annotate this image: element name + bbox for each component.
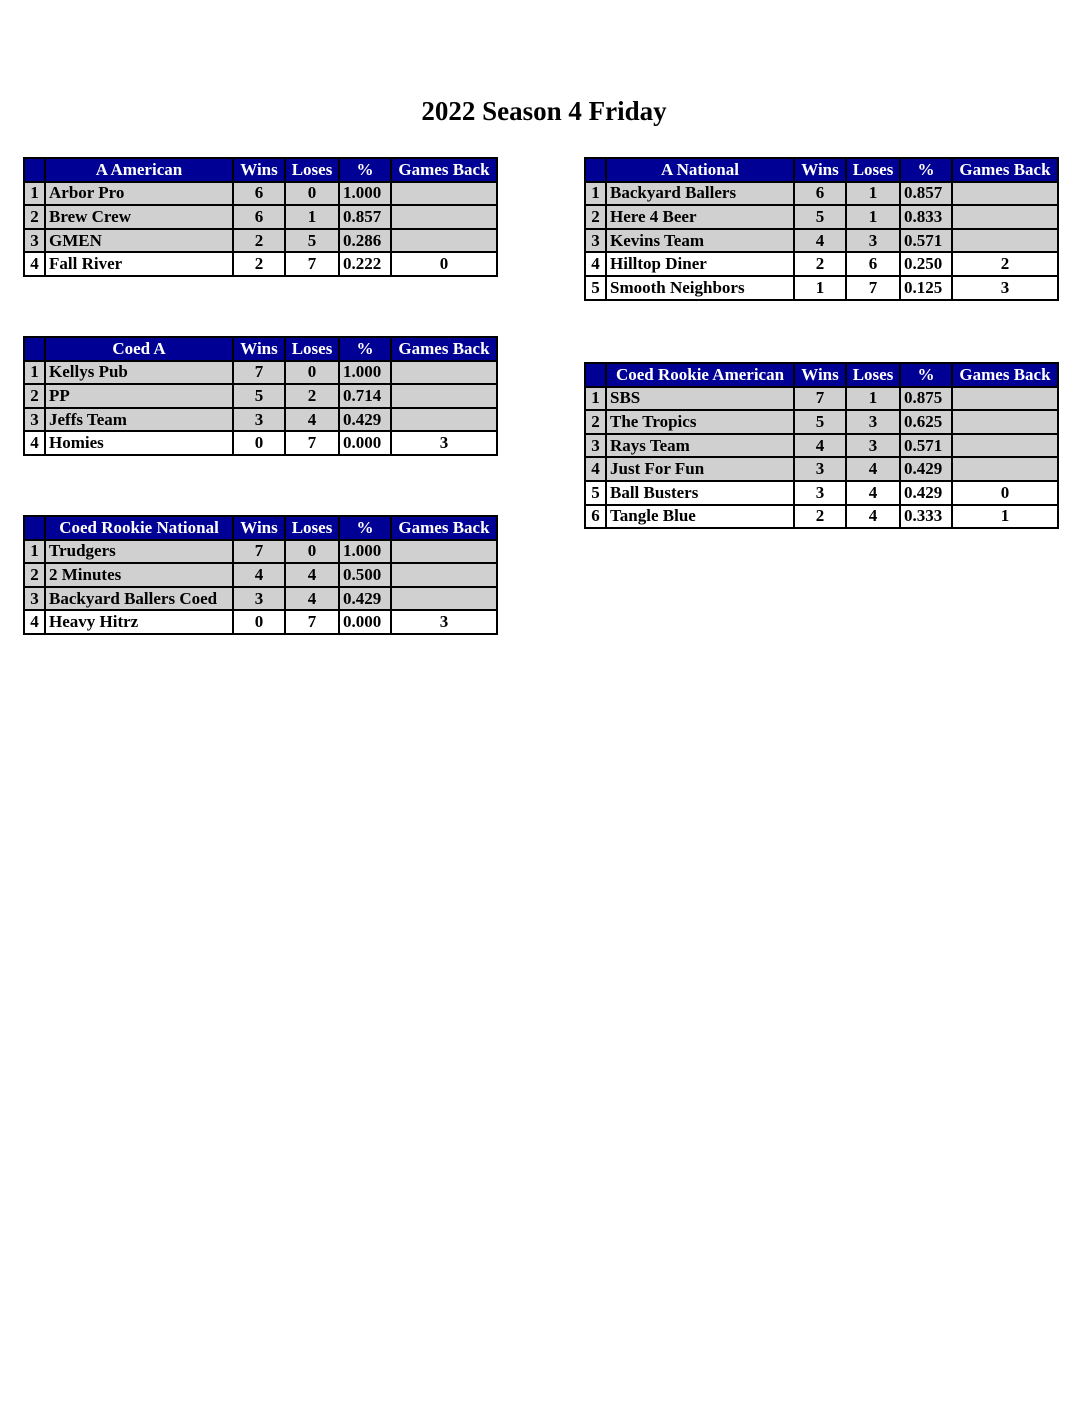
rank-cell: 3 (24, 408, 45, 432)
games-back-cell (391, 205, 497, 229)
wins-cell: 6 (794, 182, 846, 206)
table-header (24, 158, 497, 182)
team-cell: Kevins Team (606, 229, 794, 253)
table-row (585, 252, 1058, 276)
games-back-cell (391, 408, 497, 432)
wins-header: Wins (794, 158, 846, 182)
pct-cell: 0.333 (900, 505, 952, 529)
loses-cell: 2 (285, 384, 339, 408)
loses-cell: 4 (846, 457, 900, 481)
rank-cell: 2 (585, 205, 606, 229)
rank-cell: 2 (24, 563, 45, 587)
rank-header (24, 158, 45, 182)
pct-cell: 0.500 (339, 563, 391, 587)
pct-cell: 0.429 (339, 587, 391, 611)
team-cell: The Tropics (606, 410, 794, 434)
table-row (24, 229, 497, 253)
wins-cell: 7 (233, 361, 285, 385)
table-row (24, 540, 497, 564)
table-row (585, 410, 1058, 434)
table-row (24, 431, 497, 455)
team-cell: Rays Team (606, 434, 794, 458)
games-back-header: Games Back (952, 363, 1058, 387)
table-row (585, 387, 1058, 411)
team-cell: Backyard Ballers Coed (45, 587, 233, 611)
wins-cell: 7 (233, 540, 285, 564)
table-row (24, 182, 497, 206)
games-back-cell: 3 (391, 610, 497, 634)
games-back-cell: 0 (391, 252, 497, 276)
rank-cell: 4 (24, 252, 45, 276)
pct-cell: 0.857 (339, 205, 391, 229)
loses-cell: 7 (285, 431, 339, 455)
page-title: 2022 Season 4 Friday (421, 96, 667, 126)
team-cell: 2 Minutes (45, 563, 233, 587)
games-back-cell: 1 (952, 505, 1058, 529)
team-cell: SBS (606, 387, 794, 411)
loses-header: Loses (285, 516, 339, 540)
pct-cell: 0.571 (900, 434, 952, 458)
rank-cell: 5 (585, 276, 606, 300)
pct-cell: 0.857 (900, 182, 952, 206)
loses-cell: 4 (285, 408, 339, 432)
rank-cell: 2 (24, 384, 45, 408)
loses-cell: 0 (285, 361, 339, 385)
games-back-cell (391, 229, 497, 253)
rank-cell: 2 (585, 410, 606, 434)
table-row (585, 505, 1058, 529)
wins-cell: 5 (794, 205, 846, 229)
rank-cell: 2 (24, 205, 45, 229)
pct-header: % (900, 158, 952, 182)
table-row (24, 610, 497, 634)
table-row (24, 587, 497, 611)
rank-cell: 1 (585, 182, 606, 206)
pct-header: % (339, 158, 391, 182)
wins-cell: 6 (233, 205, 285, 229)
wins-cell: 0 (233, 431, 285, 455)
rank-cell: 1 (585, 387, 606, 411)
team-cell: Heavy Hitrz (45, 610, 233, 634)
games-back-header: Games Back (391, 158, 497, 182)
pct-cell: 0.125 (900, 276, 952, 300)
rank-cell: 1 (24, 540, 45, 564)
pct-cell: 1.000 (339, 361, 391, 385)
loses-cell: 1 (846, 205, 900, 229)
table-row (585, 229, 1058, 253)
pct-cell: 0.250 (900, 252, 952, 276)
games-back-cell (952, 410, 1058, 434)
team-cell: Jeffs Team (45, 408, 233, 432)
table-header (585, 158, 1058, 182)
table-header (24, 337, 497, 361)
table-row (585, 481, 1058, 505)
pct-header: % (339, 516, 391, 540)
games-back-cell (952, 434, 1058, 458)
table-row (585, 434, 1058, 458)
rank-cell: 4 (24, 610, 45, 634)
loses-cell: 1 (846, 182, 900, 206)
table-row (24, 252, 497, 276)
rank-cell: 3 (24, 229, 45, 253)
loses-cell: 0 (285, 540, 339, 564)
pct-cell: 0.875 (900, 387, 952, 411)
rank-cell: 3 (585, 229, 606, 253)
wins-cell: 1 (794, 276, 846, 300)
table-row (24, 361, 497, 385)
loses-cell: 3 (846, 410, 900, 434)
pct-cell: 0.429 (900, 457, 952, 481)
pct-cell: 1.000 (339, 540, 391, 564)
games-back-cell (952, 182, 1058, 206)
pct-cell: 0.571 (900, 229, 952, 253)
team-cell: Backyard Ballers (606, 182, 794, 206)
games-back-cell (952, 457, 1058, 481)
standings-table-coed-a (23, 336, 498, 456)
games-back-cell (391, 540, 497, 564)
games-back-cell (391, 361, 497, 385)
table-row (585, 457, 1058, 481)
games-back-cell: 0 (952, 481, 1058, 505)
team-cell: Homies (45, 431, 233, 455)
wins-cell: 5 (794, 410, 846, 434)
team-cell: Fall River (45, 252, 233, 276)
rank-cell: 1 (24, 361, 45, 385)
division-name: A National (606, 158, 794, 182)
table-row (585, 205, 1058, 229)
rank-header (585, 363, 606, 387)
wins-cell: 2 (794, 505, 846, 529)
loses-cell: 4 (285, 563, 339, 587)
table-header (24, 516, 497, 540)
games-back-header: Games Back (952, 158, 1058, 182)
wins-cell: 2 (794, 252, 846, 276)
table-row (24, 384, 497, 408)
wins-cell: 5 (233, 384, 285, 408)
games-back-cell (391, 587, 497, 611)
standings-table-a-national (584, 157, 1059, 301)
pct-cell: 0.833 (900, 205, 952, 229)
wins-header: Wins (233, 158, 285, 182)
table-row (585, 276, 1058, 300)
wins-cell: 3 (233, 408, 285, 432)
pct-cell: 1.000 (339, 182, 391, 206)
loses-cell: 4 (846, 505, 900, 529)
team-cell: Kellys Pub (45, 361, 233, 385)
rank-cell: 3 (24, 587, 45, 611)
rank-cell: 1 (24, 182, 45, 206)
wins-cell: 2 (233, 252, 285, 276)
wins-cell: 2 (233, 229, 285, 253)
games-back-cell (391, 182, 497, 206)
pct-cell: 0.000 (339, 431, 391, 455)
rank-cell: 4 (585, 457, 606, 481)
loses-cell: 4 (846, 481, 900, 505)
games-back-header: Games Back (391, 337, 497, 361)
wins-cell: 3 (794, 481, 846, 505)
games-back-cell (391, 563, 497, 587)
wins-header: Wins (233, 516, 285, 540)
standings-table-a-american (23, 157, 498, 277)
loses-cell: 3 (846, 229, 900, 253)
loses-cell: 5 (285, 229, 339, 253)
loses-cell: 6 (846, 252, 900, 276)
loses-cell: 4 (285, 587, 339, 611)
wins-cell: 4 (233, 563, 285, 587)
table-row (24, 408, 497, 432)
wins-cell: 0 (233, 610, 285, 634)
pct-header: % (900, 363, 952, 387)
team-cell: Arbor Pro (45, 182, 233, 206)
games-back-header: Games Back (391, 516, 497, 540)
division-name: Coed A (45, 337, 233, 361)
team-cell: Tangle Blue (606, 505, 794, 529)
loses-cell: 3 (846, 434, 900, 458)
team-cell: Just For Fun (606, 457, 794, 481)
team-cell: Smooth Neighbors (606, 276, 794, 300)
games-back-cell: 3 (952, 276, 1058, 300)
wins-cell: 7 (794, 387, 846, 411)
loses-header: Loses (285, 337, 339, 361)
games-back-cell: 3 (391, 431, 497, 455)
rank-cell: 4 (585, 252, 606, 276)
loses-header: Loses (846, 363, 900, 387)
table-row (585, 182, 1058, 206)
standings-table-coed-rookie-national (23, 515, 498, 635)
division-name: Coed Rookie National (45, 516, 233, 540)
division-name: Coed Rookie American (606, 363, 794, 387)
loses-cell: 0 (285, 182, 339, 206)
team-cell: Here 4 Beer (606, 205, 794, 229)
pct-cell: 0.429 (900, 481, 952, 505)
pct-cell: 0.625 (900, 410, 952, 434)
wins-cell: 6 (233, 182, 285, 206)
rank-cell: 6 (585, 505, 606, 529)
team-cell: GMEN (45, 229, 233, 253)
loses-cell: 1 (285, 205, 339, 229)
pct-cell: 0.286 (339, 229, 391, 253)
games-back-cell (952, 387, 1058, 411)
wins-cell: 3 (233, 587, 285, 611)
wins-header: Wins (233, 337, 285, 361)
games-back-cell (952, 229, 1058, 253)
loses-cell: 7 (285, 610, 339, 634)
loses-header: Loses (846, 158, 900, 182)
pct-cell: 0.222 (339, 252, 391, 276)
loses-cell: 7 (285, 252, 339, 276)
games-back-cell: 2 (952, 252, 1058, 276)
team-cell: Ball Busters (606, 481, 794, 505)
division-name: A American (45, 158, 233, 182)
team-cell: PP (45, 384, 233, 408)
standings-table-coed-rookie-american (584, 362, 1059, 529)
games-back-cell (952, 205, 1058, 229)
team-cell: Hilltop Diner (606, 252, 794, 276)
rank-header (24, 516, 45, 540)
rank-header (24, 337, 45, 361)
pct-cell: 0.429 (339, 408, 391, 432)
rank-header (585, 158, 606, 182)
pct-cell: 0.000 (339, 610, 391, 634)
table-row (24, 205, 497, 229)
loses-header: Loses (285, 158, 339, 182)
loses-cell: 1 (846, 387, 900, 411)
pct-header: % (339, 337, 391, 361)
table-row (24, 563, 497, 587)
team-cell: Brew Crew (45, 205, 233, 229)
games-back-cell (391, 384, 497, 408)
table-header (585, 363, 1058, 387)
team-cell: Trudgers (45, 540, 233, 564)
rank-cell: 5 (585, 481, 606, 505)
wins-cell: 4 (794, 229, 846, 253)
loses-cell: 7 (846, 276, 900, 300)
pct-cell: 0.714 (339, 384, 391, 408)
wins-cell: 4 (794, 434, 846, 458)
wins-header: Wins (794, 363, 846, 387)
wins-cell: 3 (794, 457, 846, 481)
rank-cell: 4 (24, 431, 45, 455)
rank-cell: 3 (585, 434, 606, 458)
